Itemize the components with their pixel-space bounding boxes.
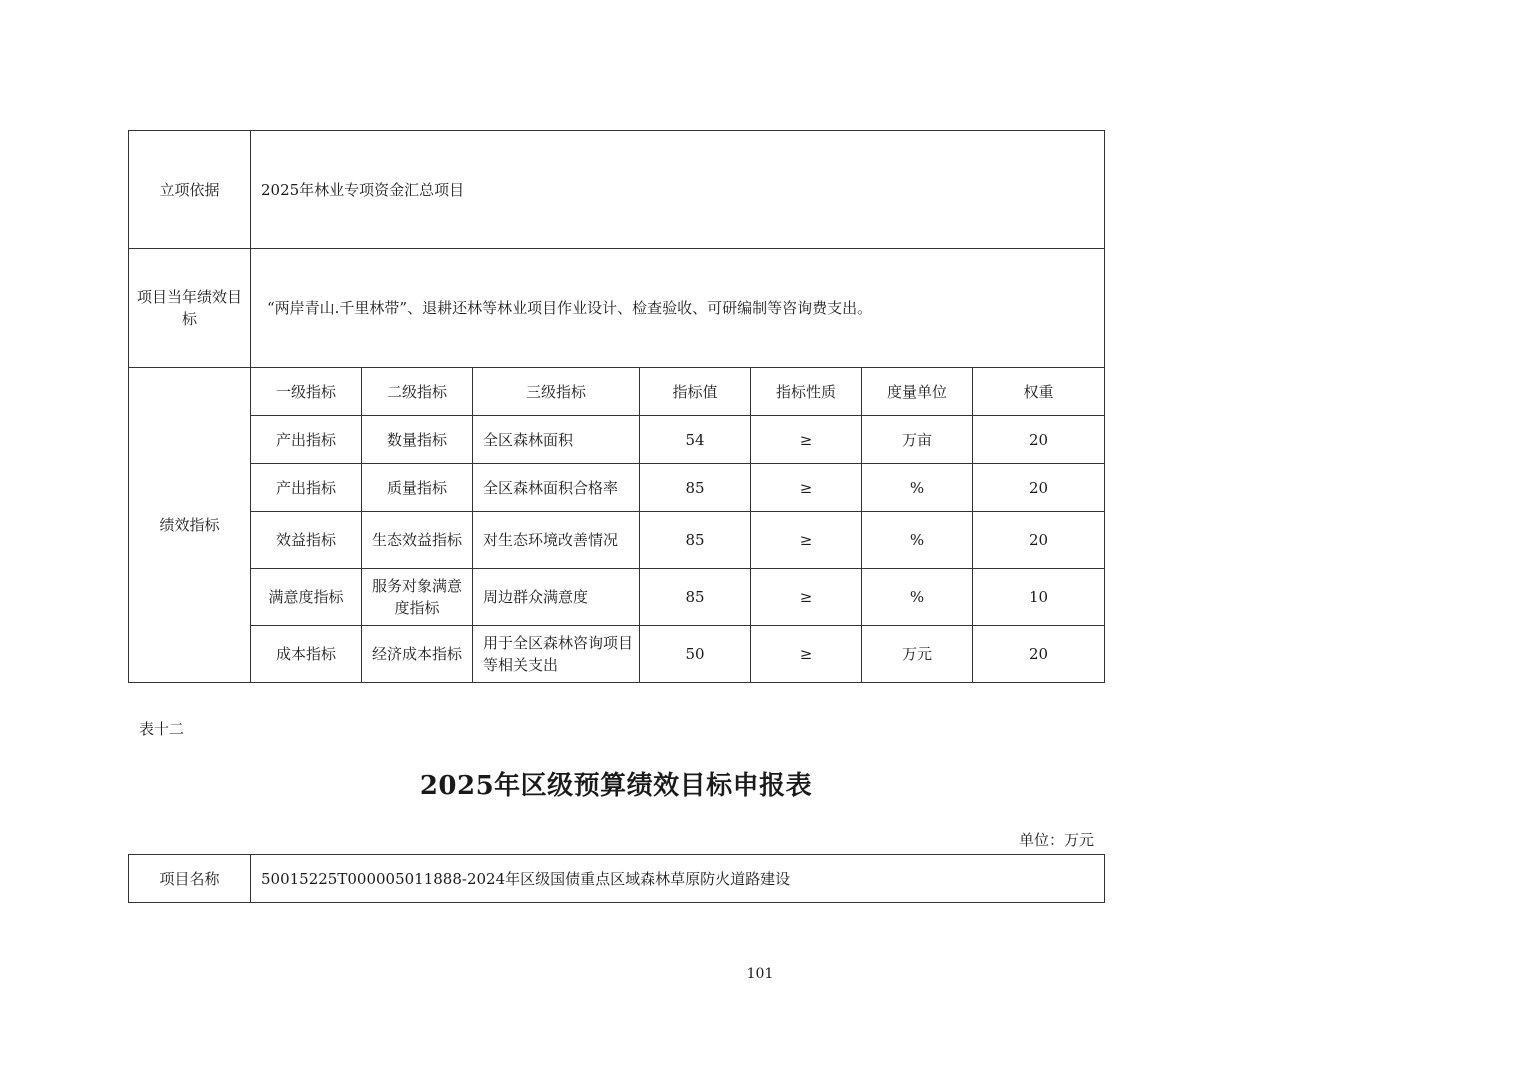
cell-unit: %	[862, 512, 973, 569]
cell-unit: 万亩	[862, 416, 973, 464]
cell-level2: 服务对象满意度指标	[362, 569, 473, 626]
header-value: 指标值	[640, 368, 751, 416]
cell-level2: 生态效益指标	[362, 512, 473, 569]
cell-level1: 效益指标	[251, 512, 362, 569]
cell-value: 85	[640, 569, 751, 626]
cell-level3: 全区森林面积合格率	[473, 464, 640, 512]
cell-value: 85	[640, 512, 751, 569]
cell-level3: 对生态环境改善情况	[473, 512, 640, 569]
header-level3: 三级指标	[473, 368, 640, 416]
cell-weight: 20	[973, 416, 1105, 464]
goal-row	[129, 249, 1105, 368]
cell-level2: 数量指标	[362, 416, 473, 464]
header-level2: 二级指标	[362, 368, 473, 416]
table-row	[129, 626, 1105, 683]
cell-nature: ≥	[751, 626, 862, 683]
basis-label: 立项依据	[129, 131, 251, 249]
cell-weight: 20	[973, 464, 1105, 512]
table-number-label: 表十二	[139, 720, 185, 738]
cell-level1: 产出指标	[251, 416, 362, 464]
performance-goal-table	[128, 130, 1105, 683]
table-row	[129, 416, 1105, 464]
cell-level2: 经济成本指标	[362, 626, 473, 683]
cell-level1: 满意度指标	[251, 569, 362, 626]
goal-value: “两岸青山.千里林带”、退耕还林等林业项目作业设计、检查验收、可研编制等咨询费支出。	[251, 249, 1105, 368]
indicators-label: 绩效指标	[129, 368, 251, 683]
cell-level3: 全区森林面积	[473, 416, 640, 464]
cell-level3: 周边群众满意度	[473, 569, 640, 626]
project-name-label: 项目名称	[129, 855, 251, 903]
project-name-value: 50015225T000005011888-2024年区级国债重点区域森林草原防火道路建设	[251, 855, 1105, 903]
cell-value: 50	[640, 626, 751, 683]
table-row	[129, 569, 1105, 626]
cell-value: 54	[640, 416, 751, 464]
cell-weight: 20	[973, 512, 1105, 569]
cell-level2: 质量指标	[362, 464, 473, 512]
indicator-header-row	[129, 368, 1105, 416]
cell-unit: %	[862, 464, 973, 512]
cell-level3: 用于全区森林咨询项目等相关支出	[473, 626, 640, 683]
cell-unit: 万元	[862, 626, 973, 683]
header-level1: 一级指标	[251, 368, 362, 416]
table-row	[129, 512, 1105, 569]
cell-unit: %	[862, 569, 973, 626]
unit-label: 单位：万元	[1018, 831, 1094, 849]
cell-level1: 成本指标	[251, 626, 362, 683]
header-weight: 权重	[973, 368, 1105, 416]
cell-value: 85	[640, 464, 751, 512]
basis-value: 2025年林业专项资金汇总项目	[251, 131, 1105, 249]
header-unit: 度量单位	[862, 368, 973, 416]
cell-level1: 产出指标	[251, 464, 362, 512]
project-info-table	[128, 854, 1105, 903]
cell-weight: 10	[973, 569, 1105, 626]
project-name-row	[129, 855, 1105, 903]
cell-nature: ≥	[751, 464, 862, 512]
basis-row	[129, 131, 1105, 249]
table-row	[129, 464, 1105, 512]
cell-nature: ≥	[751, 512, 862, 569]
cell-weight: 20	[973, 626, 1105, 683]
page-number: 101	[746, 966, 774, 982]
cell-nature: ≥	[751, 569, 862, 626]
page-title: 2025年区级预算绩效目标申报表	[419, 771, 813, 801]
goal-label: 项目当年绩效目标	[129, 249, 251, 368]
header-nature: 指标性质	[751, 368, 862, 416]
cell-nature: ≥	[751, 416, 862, 464]
